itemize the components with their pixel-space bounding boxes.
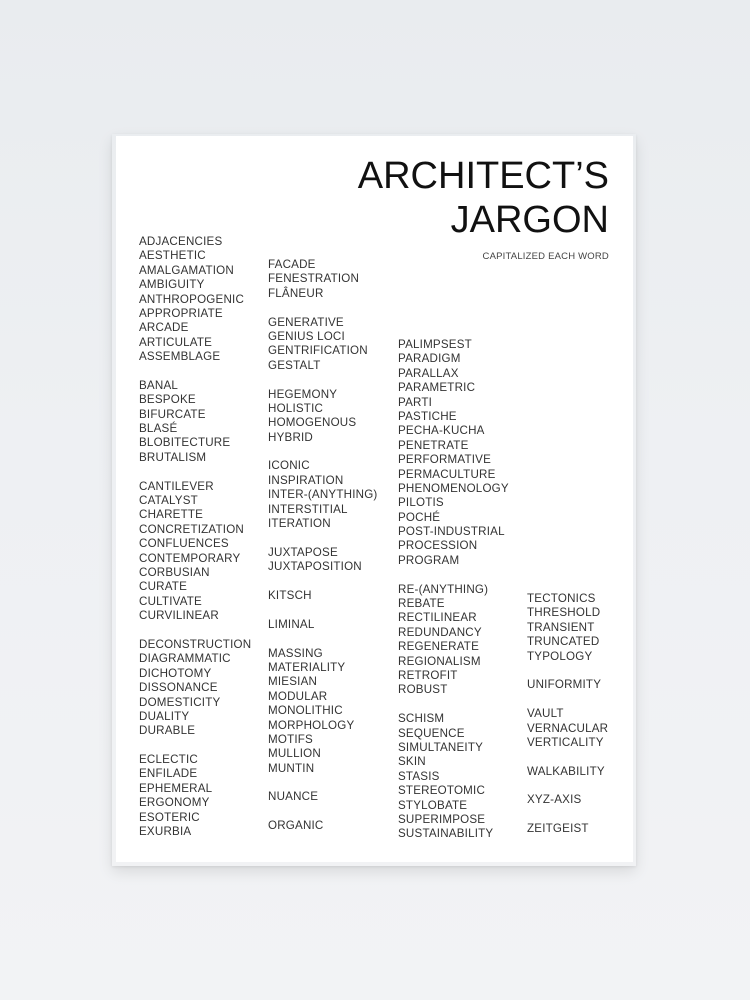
jargon-word: PERFORMATIVE (398, 453, 492, 467)
jargon-word: CURATE (139, 580, 188, 594)
jargon-word: STEREOTOMIC (398, 784, 486, 798)
jargon-word: STYLOBATE (398, 798, 468, 812)
jargon-word: PECHA-KUCHA (398, 424, 485, 438)
jargon-word: DICHOTOMY (139, 666, 212, 680)
word-group (139, 235, 251, 365)
jargon-word: CHARETTE (139, 508, 204, 522)
word-group (527, 678, 608, 692)
jargon-word: CANTILEVER (139, 479, 214, 493)
jargon-word: TRANSIENT (527, 620, 595, 634)
jargon-word: JUXTAPOSITION (268, 560, 362, 574)
jargon-word: EPHEMERAL (139, 781, 213, 795)
jargon-word: APPROPRIATE (139, 306, 223, 320)
word-group (268, 790, 377, 804)
jargon-word: PALIMPSEST (398, 338, 472, 351)
jargon-word: THRESHOLD (527, 606, 601, 620)
jargon-word: XYZ-AXIS (527, 793, 582, 807)
word-group (268, 388, 377, 446)
jargon-word: ORGANIC (268, 819, 324, 833)
jargon-word: PERMACULTURE (398, 467, 496, 481)
word-group (527, 707, 608, 750)
jargon-word: DECONSTRUCTION (139, 637, 252, 651)
jargon-word: HOLISTIC (268, 401, 324, 415)
jargon-word: NUANCE (268, 790, 319, 804)
jargon-word: PENETRATE (398, 438, 469, 452)
jargon-word: GENTRIFICATION (268, 344, 368, 358)
jargon-word: VAULT (527, 707, 564, 721)
word-group (527, 793, 608, 807)
word-group (268, 546, 377, 575)
jargon-word: WALKABILITY (527, 764, 605, 778)
poster-title (358, 154, 609, 242)
jargon-word: MULLION (268, 747, 321, 761)
jargon-word: ADJACENCIES (139, 235, 223, 248)
jargon-word: GENIUS LOCI (268, 329, 345, 343)
jargon-word: MATERIALITY (268, 660, 346, 674)
jargon-word: FLÂNEUR (268, 286, 324, 300)
jargon-word: PHENOMENOLOGY (398, 481, 509, 495)
jargon-word: HOMOGENOUS (268, 416, 357, 430)
jargon-word: VERTICALITY (527, 735, 604, 749)
jargon-word: POST-INDUSTRIAL (398, 525, 505, 539)
jargon-word: KITSCH (268, 588, 312, 602)
jargon-word: RECTILINEAR (398, 611, 477, 625)
jargon-word: TYPOLOGY (527, 649, 593, 663)
jargon-word: ARCADE (139, 321, 189, 335)
jargon-word: SIMULTANEITY (398, 740, 484, 754)
title-line-2: JARGON (450, 199, 609, 241)
jargon-word: GENERATIVE (268, 315, 344, 329)
jargon-word: MASSING (268, 646, 323, 660)
jargon-word: AMBIGUITY (139, 278, 205, 292)
jargon-word: ITERATION (268, 517, 331, 531)
jargon-word: CORBUSIAN (139, 565, 210, 579)
jargon-word: ARTICULATE (139, 335, 213, 349)
word-group (398, 583, 509, 698)
jargon-word: FENESTRATION (268, 272, 360, 286)
jargon-word: UNIFORMITY (527, 678, 602, 692)
jargon-word: ASSEMBLAGE (139, 350, 221, 364)
jargon-word: MORPHOLOGY (268, 718, 355, 732)
jargon-word: REDUNDANCY (398, 625, 482, 639)
jargon-word: STASIS (398, 769, 440, 783)
word-group (268, 316, 377, 374)
word-group (527, 592, 608, 664)
poster-subtitle: CAPITALIZED EACH WORD (482, 251, 609, 262)
jargon-word: MOTIFS (268, 732, 313, 746)
word-group (139, 379, 251, 465)
word-group (268, 589, 377, 603)
jargon-word: AESTHETIC (139, 249, 206, 263)
jargon-word: MODULAR (268, 689, 328, 703)
jargon-word: ANTHROPOGENIC (139, 292, 245, 306)
word-group (268, 258, 377, 301)
jargon-word: BRUTALISM (139, 450, 207, 464)
word-column-4 (527, 592, 608, 851)
jargon-word: ECLECTIC (139, 753, 198, 767)
word-group (139, 480, 251, 624)
jargon-word: HEGEMONY (268, 387, 338, 401)
jargon-word: PROCESSION (398, 539, 478, 553)
jargon-word: CONCRETIZATION (139, 522, 244, 536)
word-column-2 (268, 258, 377, 848)
jargon-word: PARADIGM (398, 352, 461, 366)
jargon-word: ESOTERIC (139, 810, 200, 824)
jargon-word: EXURBIA (139, 825, 192, 839)
jargon-word: REGIONALISM (398, 654, 481, 668)
jargon-word: DIAGRAMMATIC (139, 652, 231, 666)
word-group (398, 338, 509, 568)
jargon-word: MONOLITHIC (268, 704, 343, 718)
jargon-word: INTER-(ANYTHING) (268, 488, 378, 502)
jargon-word: SUSTAINABILITY (398, 827, 494, 841)
jargon-word: ERGONOMY (139, 796, 210, 810)
word-group (268, 459, 377, 531)
word-group (268, 618, 377, 632)
jargon-word: MUNTIN (268, 761, 315, 775)
jargon-word: POCHÉ (398, 510, 441, 524)
jargon-word: TRUNCATED (527, 635, 600, 649)
jargon-word: RE-(ANYTHING) (398, 582, 489, 596)
jargon-word: PASTICHE (398, 409, 457, 423)
jargon-word: PARAMETRIC (398, 381, 476, 395)
jargon-word: JUXTAPOSE (268, 545, 338, 559)
word-group (268, 819, 377, 833)
jargon-word: CURVILINEAR (139, 609, 219, 623)
word-group (268, 647, 377, 777)
title-line-1: ARCHITECT’S (357, 155, 609, 197)
jargon-word: MIESIAN (268, 675, 318, 689)
poster (116, 136, 633, 862)
jargon-word: BESPOKE (139, 393, 196, 407)
jargon-word: AMALGAMATION (139, 263, 234, 277)
jargon-word: VERNACULAR (527, 721, 609, 735)
jargon-word: PARTI (398, 395, 433, 409)
jargon-word: DISSONANCE (139, 681, 218, 695)
jargon-word: BLASÉ (139, 422, 178, 436)
jargon-word: FACADE (268, 258, 316, 271)
word-group (527, 822, 608, 836)
jargon-word: SUPERIMPOSE (398, 812, 486, 826)
jargon-word: ZEITGEIST (527, 822, 589, 836)
jargon-word: HYBRID (268, 430, 314, 444)
jargon-word: REGENERATE (398, 640, 480, 654)
jargon-word: CULTIVATE (139, 594, 202, 608)
jargon-word: BANAL (139, 378, 179, 392)
jargon-word: PILOTIS (398, 496, 444, 510)
jargon-word: CATALYST (139, 494, 198, 508)
word-group (139, 638, 251, 739)
jargon-word: INTERSTITIAL (268, 502, 348, 516)
word-column-1 (139, 235, 251, 854)
jargon-word: LIMINAL (268, 617, 315, 631)
jargon-word: PARALLAX (398, 366, 459, 380)
jargon-word: ICONIC (268, 459, 310, 473)
word-group (527, 765, 608, 779)
jargon-word: DOMESTICITY (139, 695, 221, 709)
jargon-word: PROGRAM (398, 553, 460, 567)
jargon-word: SKIN (398, 755, 426, 769)
jargon-word: INSPIRATION (268, 473, 344, 487)
jargon-word: SCHISM (398, 712, 445, 726)
jargon-word: TECTONICS (527, 592, 596, 605)
word-group (398, 712, 509, 842)
jargon-word: GESTALT (268, 358, 321, 372)
jargon-word: ENFILADE (139, 767, 198, 781)
jargon-word: CONTEMPORARY (139, 551, 241, 565)
word-group (139, 753, 251, 839)
jargon-word: BLOBITECTURE (139, 436, 231, 450)
jargon-word: CONFLUENCES (139, 537, 229, 551)
jargon-word: ROBUST (398, 683, 448, 697)
jargon-word: DURABLE (139, 724, 196, 738)
jargon-word: BIFURCATE (139, 407, 206, 421)
word-column-3 (398, 338, 509, 856)
jargon-word: REBATE (398, 597, 445, 611)
jargon-word: RETROFIT (398, 668, 458, 682)
jargon-word: SEQUENCE (398, 726, 465, 740)
jargon-word: DUALITY (139, 709, 190, 723)
